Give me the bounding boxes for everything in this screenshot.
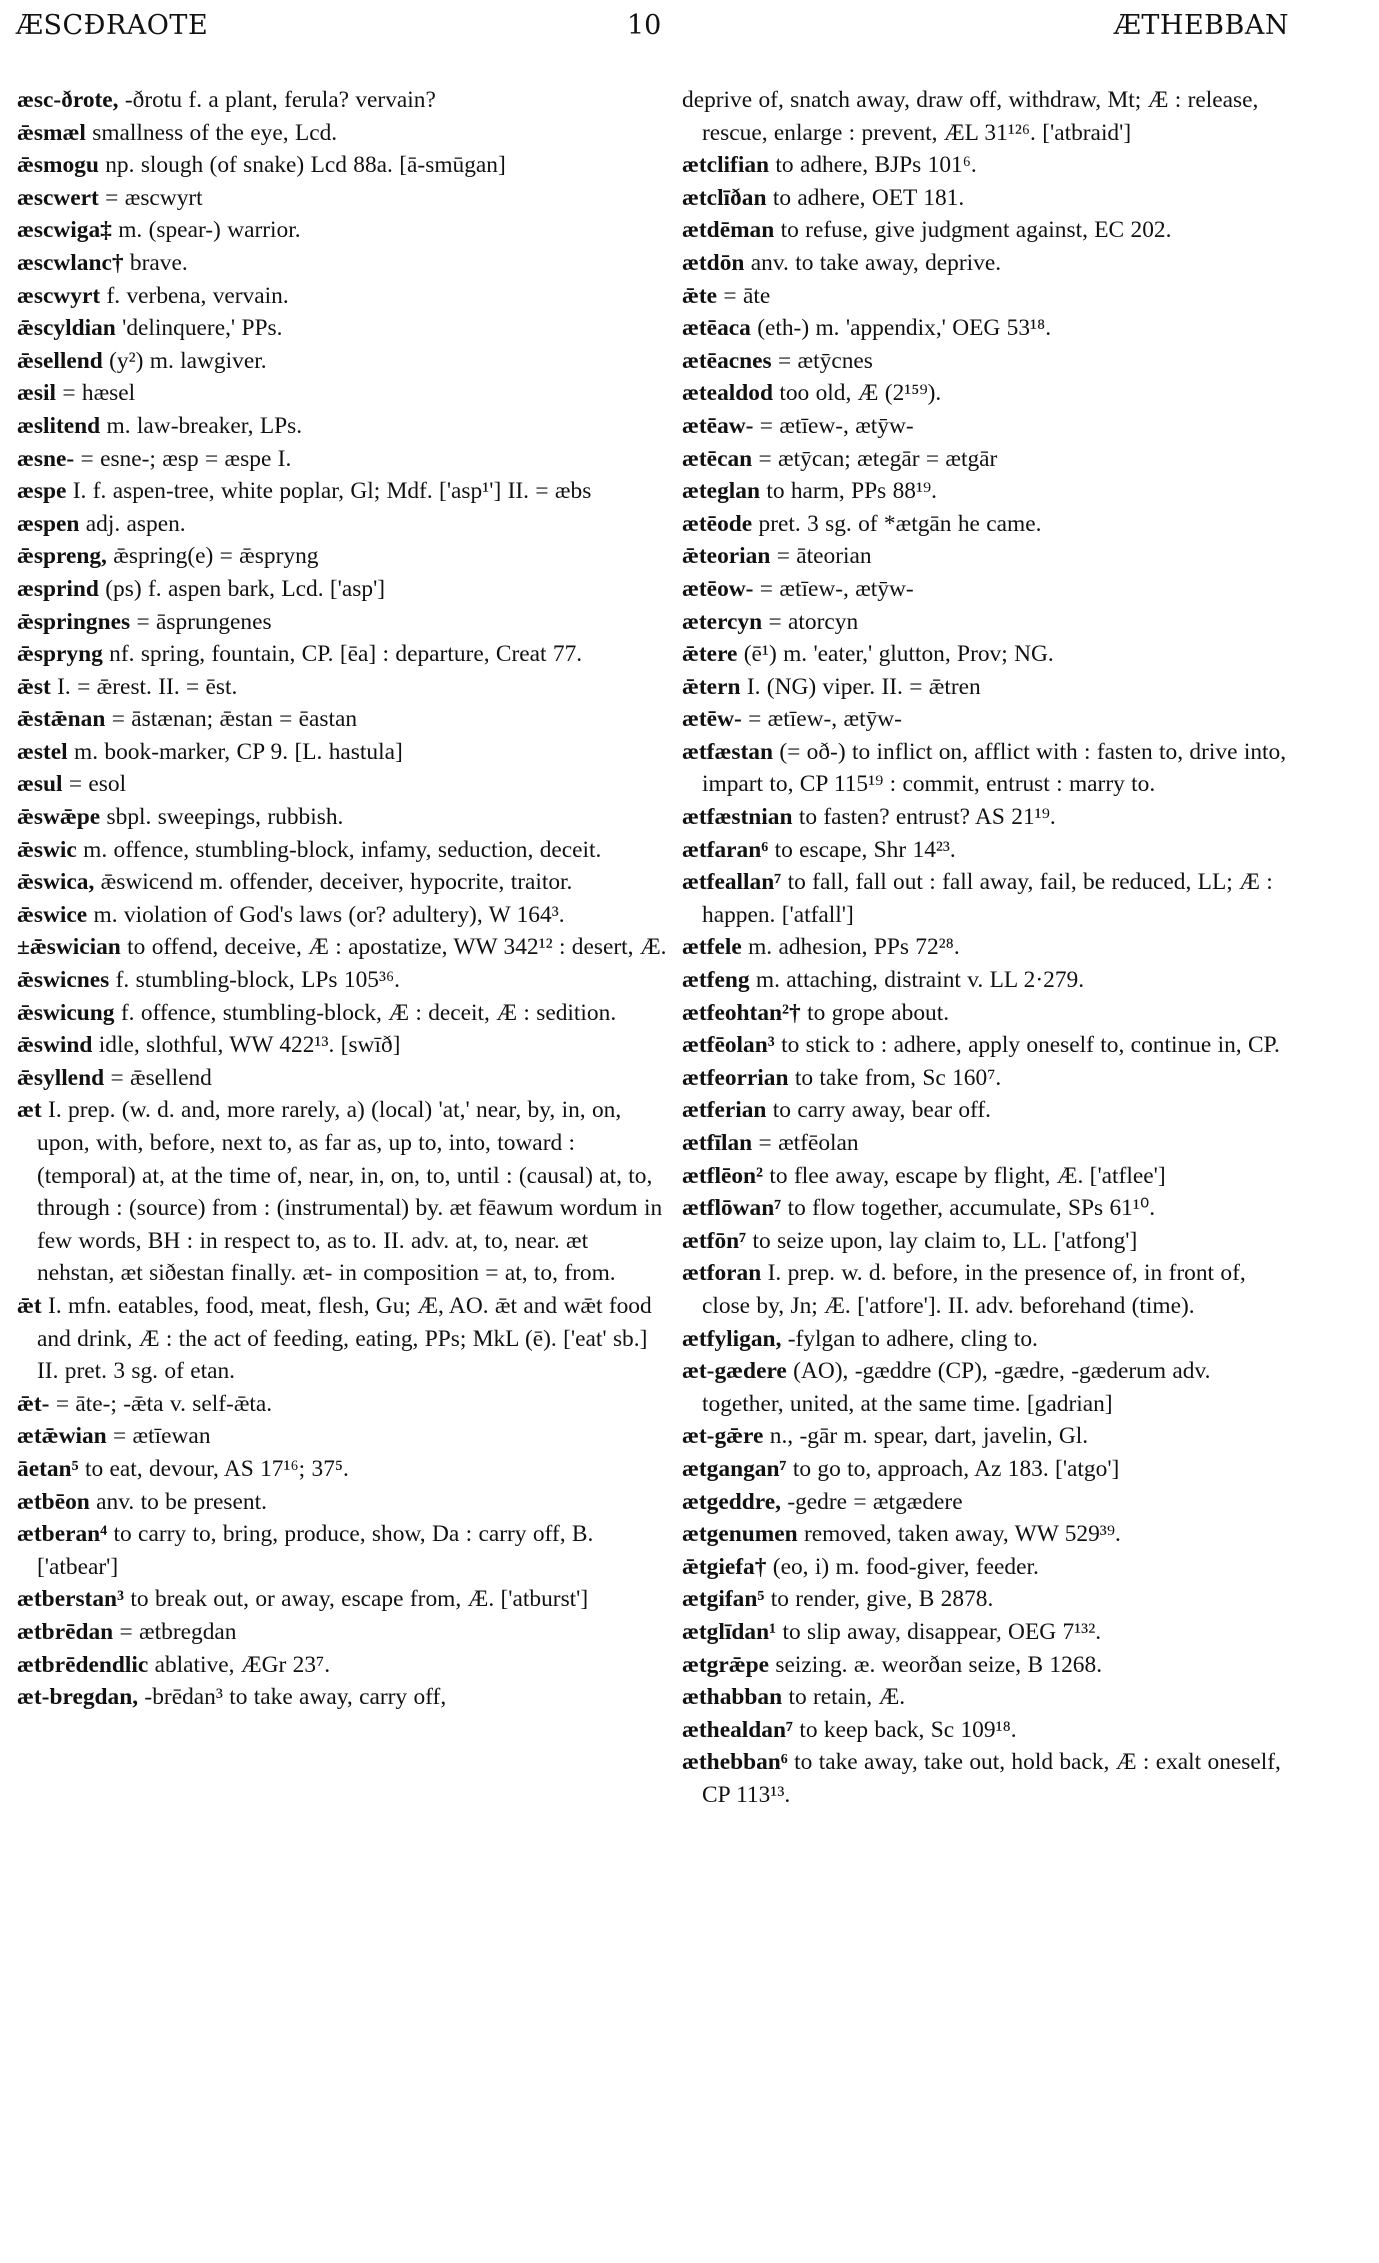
headword: ætfaran⁶ (682, 836, 769, 863)
dictionary-entry (17, 606, 667, 639)
dictionary-entry (682, 964, 1292, 997)
definition: idle, slothful, WW 422¹³. [swīð] (92, 1032, 401, 1059)
definition: to grope about. (800, 999, 950, 1026)
definition: to stick to : adhere, apply oneself to, continue in, CP. (774, 1032, 1280, 1059)
headword: ætdēman (682, 217, 775, 244)
dictionary-entry (682, 1062, 1292, 1095)
dictionary-entry (17, 1649, 667, 1682)
definition: np. slough (of snake) Lcd 88a. [ā-smūgan] (98, 152, 506, 179)
definition: (ē¹) m. 'eater,' glutton, Prov; NG. (737, 641, 1054, 668)
definition: seizing. æ. weorðan seize, B 1268. (769, 1651, 1103, 1678)
dictionary-entry (17, 899, 667, 932)
dictionary-entry (17, 931, 667, 964)
definition: = āsprungenes (130, 608, 272, 635)
dictionary-entry (17, 247, 667, 280)
dictionary-entry (17, 84, 667, 117)
right-column (682, 84, 1292, 1811)
right-guide-word: ÆTHEBBAN (1113, 10, 1289, 41)
dictionary-entry (17, 377, 667, 410)
definition: to retain, Æ. (782, 1684, 906, 1711)
dictionary-entry (682, 1355, 1292, 1420)
headword: ætclifian (682, 152, 770, 179)
dictionary-entry (682, 540, 1292, 573)
headword: ætberstan³ (17, 1586, 125, 1613)
definition: = ætīewan (106, 1423, 211, 1450)
dictionary-entry (682, 1453, 1292, 1486)
dictionary-entry (17, 182, 667, 215)
definition: = esol (62, 771, 127, 798)
definition: f. verbena, vervain. (100, 282, 289, 309)
definition: to take away, take out, hold back, Æ : exalt oneself, CP 113¹³. (702, 1749, 1281, 1808)
headword: ǣst (17, 673, 51, 700)
dictionary-entry (17, 1388, 667, 1421)
definition: = ætīew-, ætȳw- (741, 706, 902, 733)
definition: I. (NG) viper. II. = ǣtren (740, 673, 981, 700)
definition: (eth-) m. 'appendix,' OEG 53¹⁸. (750, 315, 1052, 342)
definition: pret. 3 sg. of *ætgān he came. (752, 510, 1042, 537)
headword: æt-gædere (682, 1358, 787, 1385)
definition: I. prep. (w. d. and, more rarely, a) (local) 'at,' near, by, in, on, upon, with, before, next to, as far as, up to, into, toward : (temporal) at, at the time of, near, in, on, to, until : (causal) at, to, through : (source) from : (instrumental) by. æt fēawum wordum in few words, BH : in respect to, as to. II. adv. at, to, near. æt nehstan, æt siðestan finally. æt- in composition = at, to, from. (37, 1097, 663, 1287)
headword: ǣswind (17, 1032, 93, 1059)
definition: I. f. aspen-tree, white poplar, Gl; Mdf. ['asp¹'] II. = æbs (66, 478, 592, 505)
dictionary-entry (17, 1029, 667, 1062)
dictionary-entry (682, 247, 1292, 280)
headword: ǣtgiefa† (682, 1553, 767, 1580)
dictionary-entry (17, 866, 667, 899)
headword: ǣswǣpe (17, 804, 101, 831)
definition: = ætīew-, ætȳw- (753, 412, 914, 439)
dictionary-entry (682, 410, 1292, 443)
headword: ætfæstnian (682, 804, 793, 831)
headword: ætberan⁴ (17, 1521, 108, 1548)
headword: æteglan (682, 478, 760, 505)
headword: ǣsmogu (17, 152, 99, 179)
dictionary-entry (17, 1420, 667, 1453)
definition: to flee away, escape by flight, Æ. ['atflee'] (763, 1162, 1166, 1189)
definition: to carry away, bear off. (766, 1097, 992, 1124)
headword: ætgangan⁷ (682, 1455, 787, 1482)
definition: smallness of the eye, Lcd. (85, 119, 338, 146)
headword: ǣtere (682, 641, 738, 668)
definition: to escape, Shr 14²³. (768, 836, 956, 863)
definition: to offend, deceive, Æ : apostatize, WW 342¹² : desert, Æ. (120, 934, 667, 961)
dictionary-entry (17, 214, 667, 247)
running-header (0, 10, 1379, 50)
dictionary-entry (682, 1583, 1292, 1616)
dictionary-entry (17, 1518, 667, 1583)
definition: = ætīew-, ætȳw- (753, 575, 914, 602)
dictionary-entry (682, 1649, 1292, 1682)
dictionary-entry (17, 280, 667, 313)
headword: æspe (17, 478, 67, 505)
dictionary-entry (682, 801, 1292, 834)
definition: to refuse, give judgment against, EC 202. (774, 217, 1172, 244)
headword: ætflēon² (682, 1162, 764, 1189)
dictionary-entry (17, 801, 667, 834)
definition: ǣswicend m. offender, deceiver, hypocrite, traitor. (94, 869, 573, 896)
page-number: 10 (627, 10, 662, 41)
dictionary-entry (17, 671, 667, 704)
headword: ǣt- (17, 1390, 50, 1417)
definition: to seize upon, lay claim to, LL. ['atfong'] (746, 1227, 1138, 1254)
dictionary-entry (682, 1486, 1292, 1519)
dictionary-entry (682, 1518, 1292, 1551)
headword: ætēaw- (682, 412, 754, 439)
dictionary-entry (17, 1290, 667, 1388)
headword: ætgenumen (682, 1521, 798, 1548)
headword: ætǣwian (17, 1423, 107, 1450)
headword: æstel (17, 738, 68, 765)
dictionary-entry (682, 606, 1292, 639)
definition: = ætȳcnes (771, 347, 873, 374)
definition: n., -gār m. spear, dart, javelin, Gl. (763, 1423, 1089, 1450)
headword: ætēaca (682, 315, 751, 342)
dictionary-entry (682, 214, 1292, 247)
definition: -brēdan³ to take away, carry off, (138, 1684, 447, 1711)
headword: ætgeddre, (682, 1488, 781, 1515)
definition: = atorcyn (762, 608, 859, 635)
definition: -ðrotu f. a plant, ferula? vervain? (118, 87, 436, 113)
definition: = ǣsellend (104, 1064, 212, 1091)
dictionary-entry (17, 345, 667, 378)
dictionary-entry (682, 834, 1292, 867)
definition: ablative, ÆGr 23⁷. (148, 1651, 331, 1678)
dictionary-entry (682, 1160, 1292, 1193)
headword: ætēw- (682, 706, 742, 733)
definition: = hæsel (56, 380, 136, 407)
dictionary-entry (17, 312, 667, 345)
dictionary-entry (17, 1681, 667, 1714)
definition: = āstænan; ǣstan = ēastan (105, 706, 358, 733)
headword: æt-bregdan, (17, 1684, 139, 1711)
headword: æscwyrt (17, 282, 101, 309)
headword: æscwlanc† (17, 249, 124, 276)
definition: = āte (717, 282, 771, 309)
dictionary-entry (682, 475, 1292, 508)
headword: ǣtern (682, 673, 741, 700)
dictionary-entry (17, 1616, 667, 1649)
headword: æt-gǣre (682, 1423, 764, 1450)
definition: removed, taken away, WW 529³⁹. (797, 1521, 1121, 1548)
headword: ætfeohtan²† (682, 999, 801, 1026)
definition: m. book-marker, CP 9. [L. hastula] (67, 738, 403, 765)
dictionary-entry (682, 280, 1292, 313)
headword: æthebban⁶ (682, 1749, 788, 1776)
definition: = āte-; -ǣta v. self-ǣta. (49, 1390, 273, 1417)
headword: ætfeallan⁷ (682, 869, 782, 896)
headword: ætforan (682, 1260, 762, 1287)
headword: āetan⁵ (17, 1455, 79, 1482)
headword: ætglīdan¹ (682, 1618, 777, 1645)
headword: ǣsellend (17, 347, 103, 374)
definition: = ætfēolan (752, 1130, 859, 1156)
definition: 'delinquere,' PPs. (115, 315, 283, 342)
dictionary-entry (682, 149, 1292, 182)
headword: ætgifan⁵ (682, 1586, 765, 1613)
dictionary-entry (682, 1127, 1292, 1160)
headword: ætbrēdan (17, 1618, 114, 1645)
dictionary-entry (682, 1551, 1292, 1584)
dictionary-entry (682, 508, 1292, 541)
dictionary-entry (17, 768, 667, 801)
dictionary-entry (17, 410, 667, 443)
definition: = æscwyrt (98, 184, 203, 211)
dictionary-entry (682, 1094, 1292, 1127)
definition: m. attaching, distraint v. LL 2·279. (749, 967, 1085, 994)
headword: æsil (17, 380, 56, 407)
definition: to slip away, disappear, OEG 7¹³². (776, 1618, 1102, 1645)
headword: æsul (17, 771, 63, 798)
definition: -gedre = ætgædere (780, 1488, 963, 1515)
headword: æspen (17, 510, 80, 537)
definition: to fasten? entrust? AS 21¹⁹. (792, 804, 1056, 831)
definition: to fall, fall out : fall away, fail, be reduced, LL; Æ : happen. ['atfall'] (702, 869, 1273, 928)
definition: = ætbregdan (113, 1618, 237, 1645)
dictionary-entry (17, 834, 667, 867)
dictionary-entry (682, 345, 1292, 378)
definition: m. (spear-) warrior. (111, 217, 301, 244)
headword: ±ǣswician (17, 934, 121, 961)
dictionary-entry (17, 1583, 667, 1616)
definition: m. adhesion, PPs 72²⁸. (741, 934, 960, 961)
dictionary-entry (682, 443, 1292, 476)
headword: ætflōwan⁷ (682, 1195, 782, 1222)
headword: æthealdan⁷ (682, 1716, 793, 1743)
definition: deprive of, snatch away, draw off, withdraw, Mt; Æ : release, rescue, enlarge : prevent, ÆL 31¹²⁶. ['atbraid'] (682, 87, 1259, 146)
definition: anv. to be present. (89, 1488, 267, 1515)
dictionary-entry (682, 312, 1292, 345)
dictionary-entry (682, 1714, 1292, 1747)
left-column (17, 84, 667, 1714)
definition: to carry to, bring, produce, show, Da : carry off, B. ['atbear'] (37, 1521, 594, 1580)
headword: ætdōn (682, 249, 745, 276)
dictionary-entry (682, 671, 1292, 704)
definition: anv. to take away, deprive. (744, 249, 1002, 276)
dictionary-entry (682, 84, 1292, 149)
definition: = ætȳcan; ætegār = ætgār (752, 445, 998, 472)
headword: ǣspreng, (17, 543, 107, 570)
dictionary-entry (17, 475, 667, 508)
headword: ætgrǣpe (682, 1651, 770, 1678)
headword: ǣswic (17, 836, 77, 863)
headword: ǣstǣnan (17, 706, 106, 733)
definition: adj. aspen. (79, 510, 186, 537)
definition: f. offence, stumbling-block, Æ : deceit, Æ : sedition. (114, 999, 617, 1026)
headword: ǣt (17, 1292, 42, 1319)
definition: to adhere, OET 181. (766, 184, 965, 211)
definition: = esne-; æsp = æspe I. (74, 445, 292, 472)
dictionary-entry (17, 1062, 667, 1095)
headword: ætēode (682, 510, 753, 537)
dictionary-entry (682, 573, 1292, 606)
headword: ætfōn⁷ (682, 1227, 747, 1254)
definition: to eat, devour, AS 17¹⁶; 37⁵. (78, 1455, 349, 1482)
dictionary-entry (17, 1453, 667, 1486)
dictionary-entry (682, 638, 1292, 671)
definition: brave. (123, 249, 188, 276)
definition: m. violation of God's laws (or? adultery), W 164³. (87, 901, 565, 928)
headword: ǣscyldian (17, 315, 116, 342)
dictionary-entry (17, 1094, 667, 1290)
definition: I. prep. w. d. before, in the presence of, in front of, close by, Jn; Æ. ['atfore']. II. adv. beforehand (time). (702, 1260, 1246, 1319)
dictionary-entry (17, 573, 667, 606)
headword: ætferian (682, 1097, 767, 1124)
definition: ǣspring(e) = ǣspryng (106, 543, 319, 570)
dictionary-entry (682, 1257, 1292, 1322)
dictionary-entry (17, 540, 667, 573)
definition: (eo, i) m. food-giver, feeder. (766, 1553, 1039, 1580)
headword: ǣspryng (17, 641, 103, 668)
dictionary-entry (682, 866, 1292, 931)
definition: too old, Æ (2¹⁵⁹). (772, 380, 942, 407)
headword: ætfēolan³ (682, 1032, 775, 1059)
headword: æsprind (17, 575, 99, 602)
dictionary-entry (682, 1029, 1292, 1062)
dictionary-entry (682, 1616, 1292, 1649)
definition: to flow together, accumulate, SPs 61¹⁰. (781, 1195, 1156, 1222)
headword: ætercyn (682, 608, 763, 635)
headword: ǣte (682, 282, 718, 309)
dictionary-entry (682, 997, 1292, 1030)
dictionary-entry (682, 377, 1292, 410)
headword: ǣsyllend (17, 1064, 105, 1091)
headword: ætfele (682, 934, 742, 961)
headword: ætclīðan (682, 184, 767, 211)
headword: æsne- (17, 445, 75, 472)
dictionary-entry (682, 931, 1292, 964)
definition: to break out, or away, escape from, Æ. ['atburst'] (124, 1586, 589, 1613)
headword: ætbrēdendlic (17, 1651, 149, 1678)
headword: ǣswice (17, 901, 88, 928)
dictionary-entry (682, 736, 1292, 801)
headword: ætēacnes (682, 347, 772, 374)
definition: f. stumbling-block, LPs 105³⁶. (109, 967, 400, 994)
headword: ætbēon (17, 1488, 90, 1515)
dictionary-entry (682, 1746, 1292, 1811)
definition: nf. spring, fountain, CP. [ēa] : departure, Creat 77. (102, 641, 583, 668)
dictionary-entry (17, 149, 667, 182)
headword: ætēcan (682, 445, 753, 472)
headword: ætfæstan (682, 738, 773, 765)
dictionary-entry (17, 1486, 667, 1519)
dictionary-entry (682, 1681, 1292, 1714)
dictionary-entry (17, 443, 667, 476)
headword: ætfeng (682, 967, 750, 994)
dictionary-entry (682, 182, 1292, 215)
dictionary-entry (682, 703, 1292, 736)
headword: æsc-ðrote, (17, 87, 119, 113)
left-guide-word: ÆSCÐRAOTE (16, 10, 209, 41)
definition: m. offence, stumbling-block, infamy, seduction, deceit. (76, 836, 602, 863)
definition: -fylgan to adhere, cling to. (781, 1325, 1038, 1352)
definition: to keep back, Sc 109¹⁸. (793, 1716, 1017, 1743)
definition: to render, give, B 2878. (764, 1586, 994, 1613)
headword: ætfīlan (682, 1130, 753, 1156)
headword: ætēow- (682, 575, 754, 602)
definition: (y²) m. lawgiver. (102, 347, 267, 374)
dictionary-entry (17, 117, 667, 150)
definition: (AO), -gæddre (CP), -gædre, -gæderum adv. together, united, at the same time. [gadrian] (702, 1358, 1211, 1417)
definition: to harm, PPs 88¹⁹. (759, 478, 937, 505)
headword: ǣswica, (17, 869, 95, 896)
headword: ætealdod (682, 380, 773, 407)
definition: to take from, Sc 160⁷. (788, 1064, 1002, 1091)
definition: m. law-breaker, LPs. (100, 412, 303, 439)
definition: to go to, approach, Az 183. ['atgo'] (786, 1455, 1120, 1482)
definition: sbpl. sweepings, rubbish. (100, 804, 344, 831)
dictionary-entry (682, 1420, 1292, 1453)
headword: æscwert (17, 184, 99, 211)
definition: I. mfn. eatables, food, meat, flesh, Gu; Æ, AO. ǣt and wǣt food and drink, Æ : the act of feeding, eating, PPs; MkL (ē). ['eat' sb.] II. pret. 3 sg. of etan. (37, 1292, 652, 1385)
headword: ǣteorian (682, 543, 771, 570)
headword: ætfyligan, (682, 1325, 782, 1352)
headword: ǣswicung (17, 999, 115, 1026)
dictionary-entry (17, 736, 667, 769)
headword: æt (17, 1097, 42, 1124)
dictionary-entry (17, 997, 667, 1030)
definition: I. = ǣrest. II. = ēst. (50, 673, 238, 700)
definition: = āteorian (770, 543, 872, 570)
dictionary-entry (682, 1225, 1292, 1258)
headword: ætfeorrian (682, 1064, 789, 1091)
headword: ǣswicnes (17, 967, 110, 994)
dictionary-entry (17, 964, 667, 997)
headword: ǣsmæl (17, 119, 86, 146)
headword: æthabban (682, 1684, 783, 1711)
definition: (ps) f. aspen bark, Lcd. ['asp'] (98, 575, 386, 602)
headword: æslitend (17, 412, 101, 439)
definition: to adhere, BJPs 101⁶. (769, 152, 977, 179)
dictionary-entry (682, 1323, 1292, 1356)
dictionary-entry (682, 1192, 1292, 1225)
headword: æscwiga‡ (17, 217, 112, 244)
dictionary-entry (17, 703, 667, 736)
definition: (= oð-) to inflict on, afflict with : fasten to, drive into, impart to, CP 115¹⁹ : commit, entrust : marry to. (702, 738, 1287, 798)
dictionary-entry (17, 508, 667, 541)
headword: ǣspringnes (17, 608, 131, 635)
dictionary-entry (17, 638, 667, 671)
